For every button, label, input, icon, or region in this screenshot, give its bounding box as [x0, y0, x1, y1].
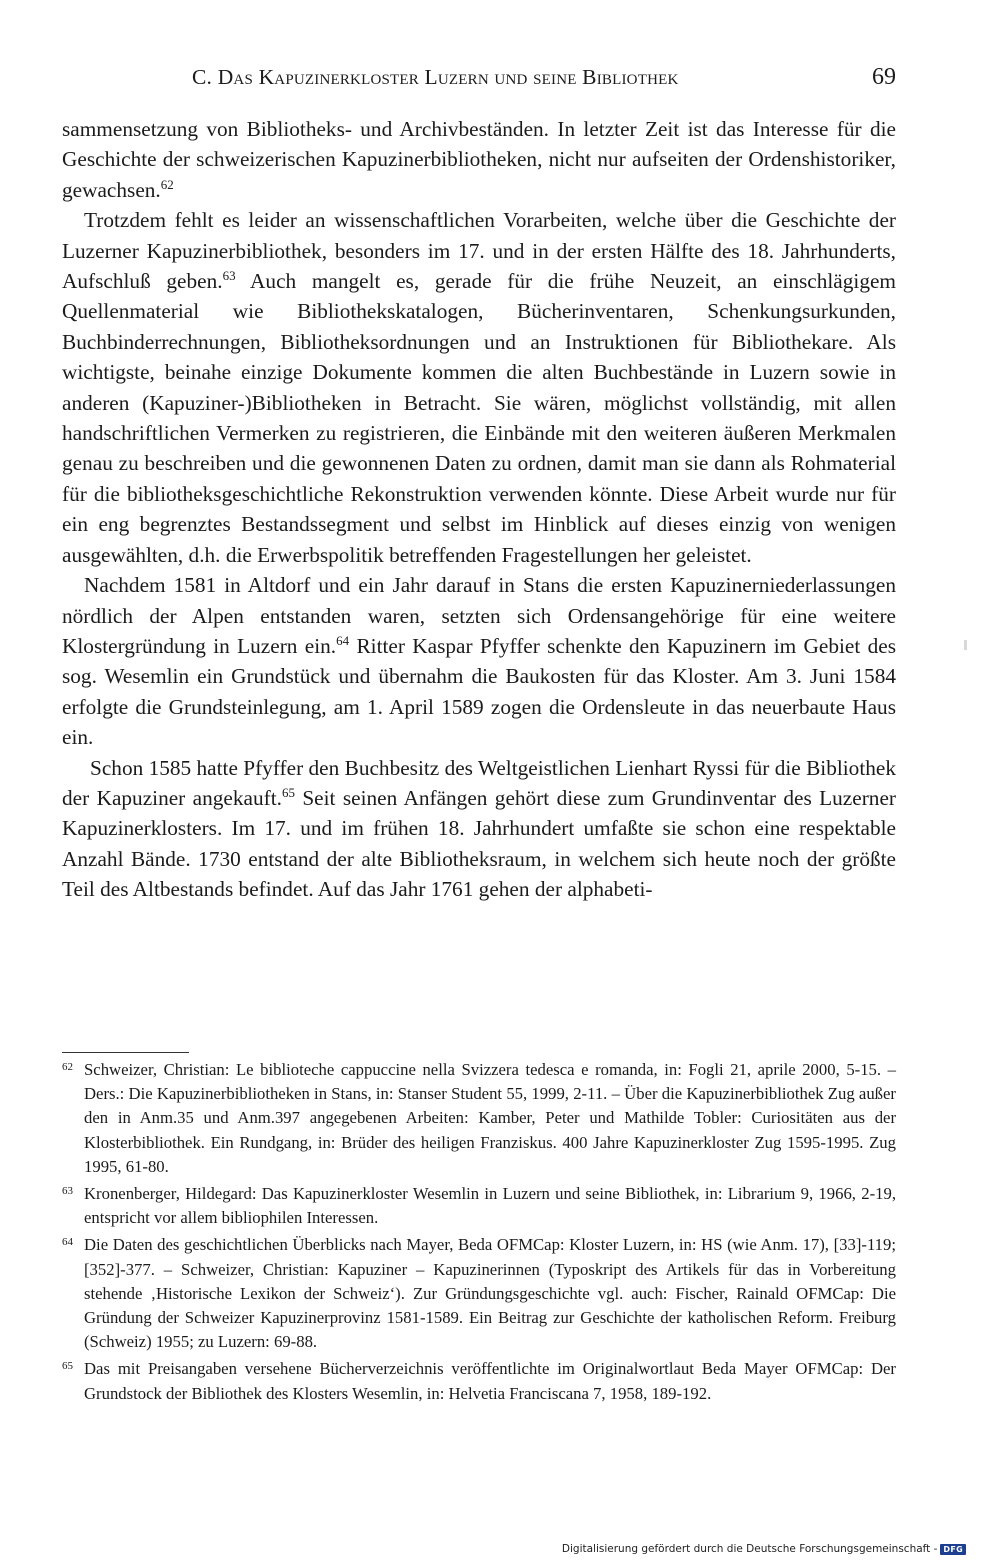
footnote-number: 62 — [62, 1061, 73, 1073]
paragraph-3-text-a: Nachdem 1581 in Altdorf und ein Jahr darauf in Stans die ersten Kapuzinerniederlassungen nördlich der Alpen entstanden waren, setzten sich Ordensangehörige für eine weitere Klostergründung in Luzern ein. — [62, 573, 896, 658]
footnote-65 — [62, 1357, 896, 1405]
footnote-text: Die Daten des geschichtlichen Überblicks nach Mayer, Beda OFMCap: Kloster Luzern, in: HS (wie Anm. 17), [33]-119; [352]-377. – Schweizer, Christian: Kapuziner – Kapuzinerinnen (Typoskript des Artikels für das in Vorbereitung stehende ‚Historische Lexikon der Schweiz‘). Zur Gründungsgeschichte vgl. auch: Fischer, Rainald OFMCap: Die Gründung der Schweizer Kapuzinerprovinz 1581-1589. Ein Beitrag zur Geschichte der katholischen Reform. Freiburg (Schweiz) 1955; zu Luzern: 69-88. — [84, 1235, 896, 1352]
footnote-text: Das mit Preisangaben versehene Bücherverzeichnis veröffentlichte im Originalwortlaut Beda Mayer OFMCap: Der Grundstock der Bibliothek des Klosters Wesemlin, in: Helvetia Franciscana 7, 1958, 189-192. — [84, 1359, 896, 1403]
paragraph-3-text-b: Ritter Kaspar Pfyffer schenkte den Kapuzinern im Gebiet des sog. Wesemlin ein Grundstück und übernahm die Baukosten für das Kloster. Am 3. Juni 1584 erfolgte die Grundsteinlegung, am 1. April 1589 zogen die Ordensleute in das neuerbaute Haus ein. — [62, 633, 896, 750]
footnote-number: 65 — [62, 1360, 73, 1373]
page-number: 69 — [872, 64, 896, 90]
paragraph-2-text-a: Trotzdem fehlt es leider an wissenschaftlichen Vorarbeiten, welche über die Geschichte der Luzerner Kapuzinerbibliothek, besonders im 17. und in der ersten Hälfte des 18. Jahrhunderts, Aufschluß geben. — [62, 208, 896, 294]
credit-text: Digitalisierung gefördert durch die Deutsche Forschungsgemeinschaft - — [561, 1543, 938, 1555]
dfg-logo-icon: DFG — [940, 1544, 966, 1555]
main-text — [62, 114, 896, 905]
paragraph-2 — [62, 205, 896, 570]
footnote-separator — [62, 1052, 189, 1053]
paragraph-4 — [62, 753, 896, 905]
footnote-ref-62[interactable]: 62 — [160, 176, 174, 192]
footnote-text: Schweizer, Christian: Le biblioteche cappuccine nella Svizzera tedesca e romanda, in: Fogli 21, aprile 2000, 5-15. – Ders.: Die Kapuzinerbibliotheken in Stans, in: Stanser Student 55, 1999, 2-11. – Über die Kapuzinerbibliothek Zug außer den in Anm.35 und Anm.397 angegebenen Arbeiten: Kamber, Peter und Mathilde Tobler: Curiositäten aus der Klosterbibliothek. Ein Rundgang, in: Brüder des heiligen Franziskus. 400 Jahre Kapuzinerkloster Zug 1595-1995. Zug 1995, 61-80. — [84, 1060, 896, 1176]
scan-artifact — [964, 640, 967, 650]
paragraph-3 — [62, 570, 896, 752]
footnote-ref-64[interactable]: 64 — [336, 632, 350, 648]
running-head — [60, 60, 896, 94]
running-title: C. Das Kapuzinerkloster Luzern und seine Bibliothek — [192, 65, 679, 89]
footnote-64 — [62, 1233, 896, 1354]
footnote-number: 63 — [62, 1185, 73, 1198]
footnote-ref-65[interactable]: 65 — [281, 784, 295, 800]
paragraph-4-text-a: Schon 1585 hatte Pfyffer den Buchbesitz des Weltgeistlichen Lienhart Ryssi für die Bibliothek der Kapuziner angekauft. — [62, 755, 896, 810]
footnote-text: Kronenberger, Hildegard: Das Kapuzinerkloster Wesemlin in Luzern und seine Bibliothek, in: Librarium 9, 1966, 2-19, entspricht vor allem bibliophilen Interessen. — [84, 1184, 896, 1228]
footnote-62 — [62, 1058, 896, 1179]
footnotes — [62, 1058, 896, 1409]
footnote-ref-63[interactable]: 63 — [222, 268, 236, 284]
paragraph-1 — [62, 114, 896, 205]
paragraph-2-text-b: Auch mangelt es, gerade für die frühe Neuzeit, an einschlägigem Quellenmaterial wie Bibliothekskatalogen, Bücherinventaren, Schenkungsurkunden, Buchbinderrechnungen, Bibliotheksordnungen und an Instruktionen für Bibliothekare. Als wichtigste, beinahe einzige Dokumente kommen die alten Buchbestände in Luzern sowie in anderen (Kapuziner-)Bibliotheken in Betracht. Sie wären, möglichst vollständig, mit allen handschriftlichen Vermerken zu registrieren, die Einbände mit den weiteren äußeren Merkmalen genau zu beschreiben und die gewonnenen Daten zu ordnen, damit man sie dann als Rohmaterial für die bibliotheksgeschichtliche Rekonstruktion verwenden könnte. Diese Arbeit wurde nur für ein eng begrenztes Bestandssegment und selbst im Hinblick auf dieses einzig von wenigen ausgewählten, d.h. die Erwerbspolitik betreffenden Fragestellungen her geleistet. — [62, 269, 896, 567]
digitization-credit — [562, 1543, 966, 1555]
footnote-63 — [62, 1182, 896, 1230]
footnote-number: 64 — [62, 1236, 73, 1249]
paragraph-4-text-b: Seit seinen Anfängen gehört diese zum Grundinventar des Luzerner Kapuzinerklosters. Im 17. und im frühen 18. Jahrhundert umfaßte sie schon eine respektable Anzahl Bände. 1730 entstand der alte Bibliotheksraum, in welchem sich heute noch der größte Teil des Altbestands befindet. Auf das Jahr 1761 gehen der alphabeti- — [62, 785, 896, 902]
paragraph-1-text: sammensetzung von Bibliotheks- und Archivbeständen. In letzter Zeit ist das Interesse für die Geschichte der schweizerischen Kapuzinerbibliotheken, nicht nur aufseiten der Ordenshistoriker, gewachsen. — [62, 117, 896, 202]
